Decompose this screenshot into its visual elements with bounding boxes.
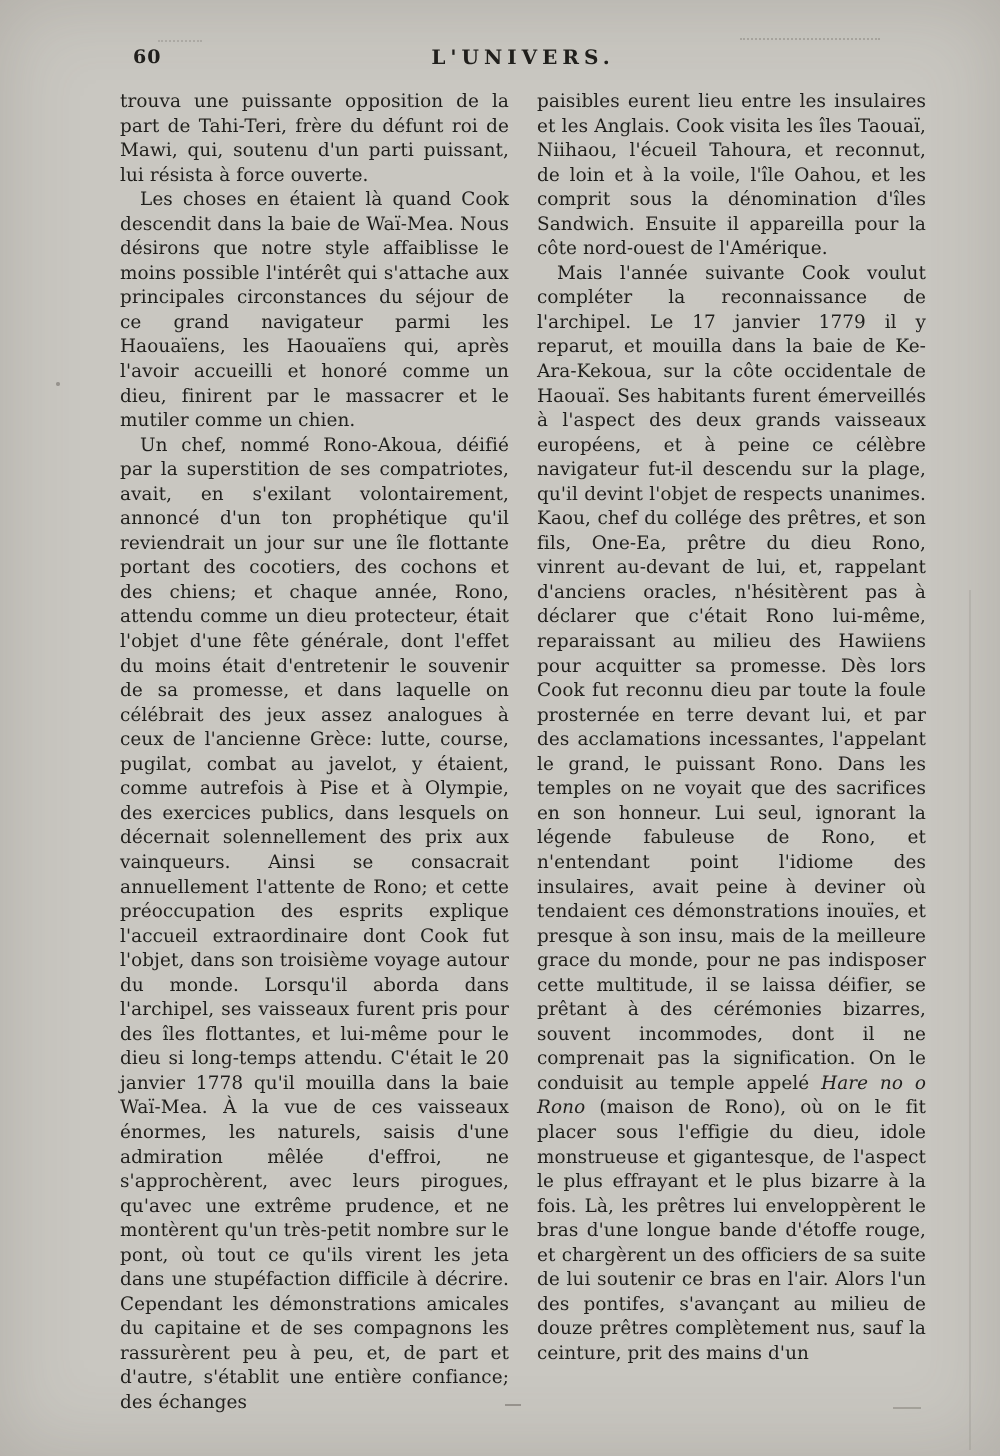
left-column	[120, 90, 509, 1416]
scan-artifact-speck	[56, 382, 60, 386]
scan-artifact-dots	[740, 38, 880, 40]
scan-artifact-dots	[158, 40, 202, 42]
paragraph	[537, 262, 926, 1367]
page-number: 60	[133, 46, 162, 68]
paragraph-continuation: paisibles eurent lieu entre les insulaires et les Anglais. Cook visita les îles Taouaï, Niihaou, l'écueil Tahoura, et reconnut, de loin et à la voile, l'île Oahou, et les comprit sous la dénomination d'îles Sandwich. Ensuite il appareilla pour la côte nord-ouest de l'Amérique.	[537, 91, 926, 260]
paragraph-text: Mais l'année suivante Cook voulut compléter la reconnaissance de l'archipel. Le 17 janvier 1779 il y reparut, et mouilla dans la baie de Ke-Ara-Kekoua, sur la côte occidentale de Haouaï. Ses habitants furent émerveillés à l'aspect des deux grands vaisseaux européens, et à peine ce célèbre navigateur fut-il descendu sur la plage, qu'il devint l'objet de respects unanimes. Kaou, chef du collége des prêtres, et son fils, One-Ea, prêtre du dieu Rono, vinrent au-devant de lui, et, rappelant d'anciens oracles, n'hésitèrent pas à déclarer que c'était Rono lui-même, reparaissant au milieu des Hawiiens pour acquitter sa promesse. Dès lors Cook fut reconnu dieu par toute la foule prosternée en terre devant lui, et par des acclamations incessantes, l'appelant le grand, le puissant Rono. Dans les temples on ne voyait que des sacrifices en son honneur. Lui seul, ignorant la légende fabuleuse de Rono, et n'entendant point l'idiome des insulaires, avait peine à deviner où tendaient ces démonstrations inouïes, et presque à son insu, mais de la meilleure grace du monde, pour ne pas indisposer cette multitude, il se laissa déifier, se prêtant à des cérémonies bizarres, souvent incommodes, dont il ne comprenait pas la signification. On le conduisit au temple appelé	[537, 262, 926, 1094]
running-title: L'UNIVERS.	[431, 45, 615, 69]
text-columns	[120, 90, 926, 1416]
scan-fold-line	[969, 590, 971, 1450]
paragraph-continuation: trouva une puissante opposition de la part de Tahi-Teri, frère du défunt roi de Mawi, qui, soutenu d'un parti puissant, lui résista à force ouverte.	[120, 91, 509, 186]
paragraph-text: (maison de Rono), où on le fit placer sous l'effigie du dieu, idole monstrueuse et gigantesque, de l'aspect le plus effrayant et le plus bizarre à la fois. Là, les prêtres lui enveloppèrent le bras d'une longue bande d'étoffe rouge, et chargèrent un des officiers de sa suite de lui soutenir ce bras en l'air. Alors l'un des pontifes, s'avançant au milieu de douze prêtres complètement nus, sauf la ceinture, prit des mains d'un	[537, 1097, 927, 1364]
temple-name-italic: Hare no o Rono	[537, 1072, 926, 1119]
paragraph: Les choses en étaient là quand Cook descendit dans la baie de Waï-Mea. Nous désirons que notre style affaiblisse le moins possible l'intérêt qui s'attache aux principales circonstances du séjour de ce grand navigateur parmi les Haouaïens, les Haouaïens qui, après l'avoir accueilli et honoré comme un dieu, finirent par le massacrer et le mutiler comme un chien.	[120, 189, 509, 432]
paragraph: Un chef, nommé Rono-Akoua, déifié par la superstition de ses compatriotes, avait, en s'exilant volontairement, annoncé d'un ton prophétique qu'il reviendrait un jour sur une île flottante portant des cocotiers, des cochons et des chiens; et chaque année, Rono, attendu comme un dieu protecteur, était l'objet d'une fête générale, dont l'effet du moins était d'entretenir le souvenir de sa promesse, et dans laquelle on célébrait des jeux assez analogues à ceux de l'ancienne Grèce: lutte, course, pugilat, combat au javelot, y étaient, comme autrefois à Pise et à Olympie, des exercices publics, dans lesquels on décernait solennellement des prix aux vainqueurs. Ainsi se consacrait annuellement l'attente de Rono; et cette préoccupation des esprits explique l'accueil extraordinaire dont Cook fut l'objet, dans son troisième voyage autour du monde. Lorsqu'il aborda dans l'archipel, ses vaisseaux furent pris pour des îles flottantes, et lui-même pour le dieu si long-temps attendu. C'était le 20 janvier 1778 qu'il mouilla dans la baie Waï-Mea. À la vue de ces vaisseaux énormes, les naturels, saisis d'une admiration mêlée d'effroi, ne s'approchèrent, avec leurs pirogues, qu'avec une extrême prudence, et ne montèrent qu'un très-petit nombre sur le pont, où tout ce qu'ils virent les jeta dans une stupéfaction difficile à décrire. Cependant les démonstrations amicales du capitaine et de ses compagnons les rassurèrent peu à peu, et, de part et d'autre, s'établit une entière confiance; des échanges	[120, 434, 509, 1413]
right-column	[537, 90, 926, 1416]
